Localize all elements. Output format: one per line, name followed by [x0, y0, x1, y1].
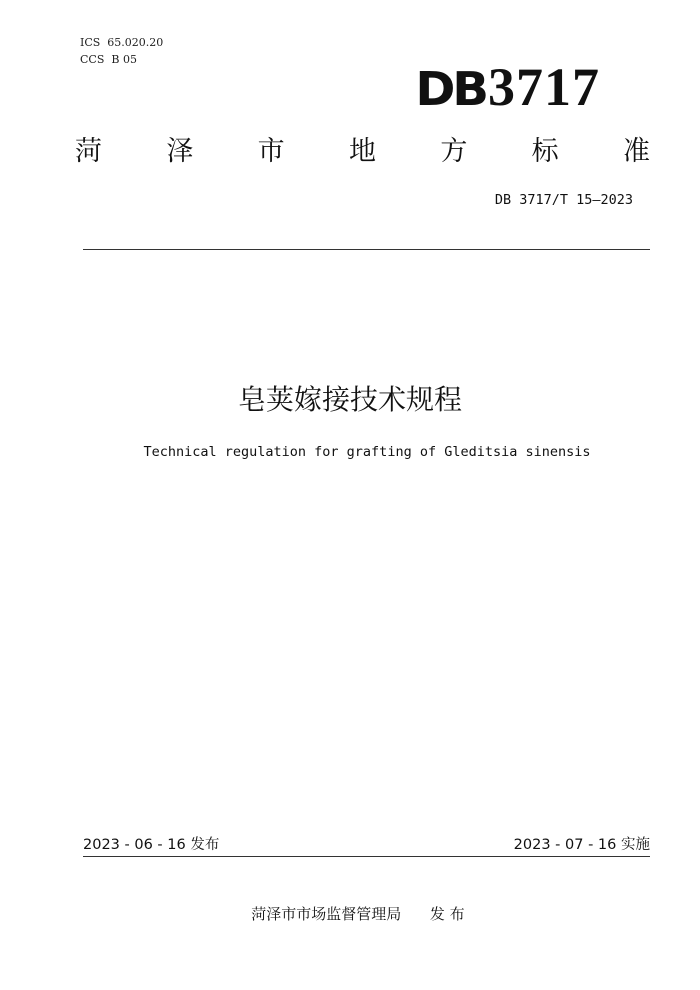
- ics-code: ICS 65.020.20: [80, 36, 164, 49]
- document-title-zh: 皂荚嫁接技术规程: [237, 383, 462, 416]
- db-standard-mark: [417, 58, 600, 116]
- issuing-authority: 菏泽市市场监督管理局 发 布: [251, 905, 465, 923]
- db-letters-logo: DB: [415, 62, 486, 116]
- standard-type-name: [75, 134, 650, 170]
- classification-block: [80, 34, 163, 68]
- standard-name-char: 准: [622, 136, 650, 167]
- footer-divider: [83, 856, 650, 857]
- document-title-en: Technical regulation for grafting of Gleditsia sinensis: [143, 444, 591, 460]
- implement-date: 2023 - 07 - 16 实施: [513, 837, 650, 853]
- standard-name-char: 市: [257, 136, 285, 167]
- standard-name-char: 菏: [75, 136, 102, 167]
- standard-name-char: 地: [348, 136, 376, 167]
- standard-name-char: 泽: [166, 136, 194, 167]
- header-divider: [83, 249, 650, 250]
- standard-name-char: 标: [531, 136, 559, 167]
- db-region-number: 3717: [488, 57, 600, 117]
- publish-date: 2023 - 06 - 16 发布: [83, 837, 220, 853]
- standard-name-char: 方: [440, 136, 468, 167]
- ccs-code: CCS B 05: [80, 53, 137, 66]
- standard-code: DB 3717/T 15—2023: [494, 192, 633, 208]
